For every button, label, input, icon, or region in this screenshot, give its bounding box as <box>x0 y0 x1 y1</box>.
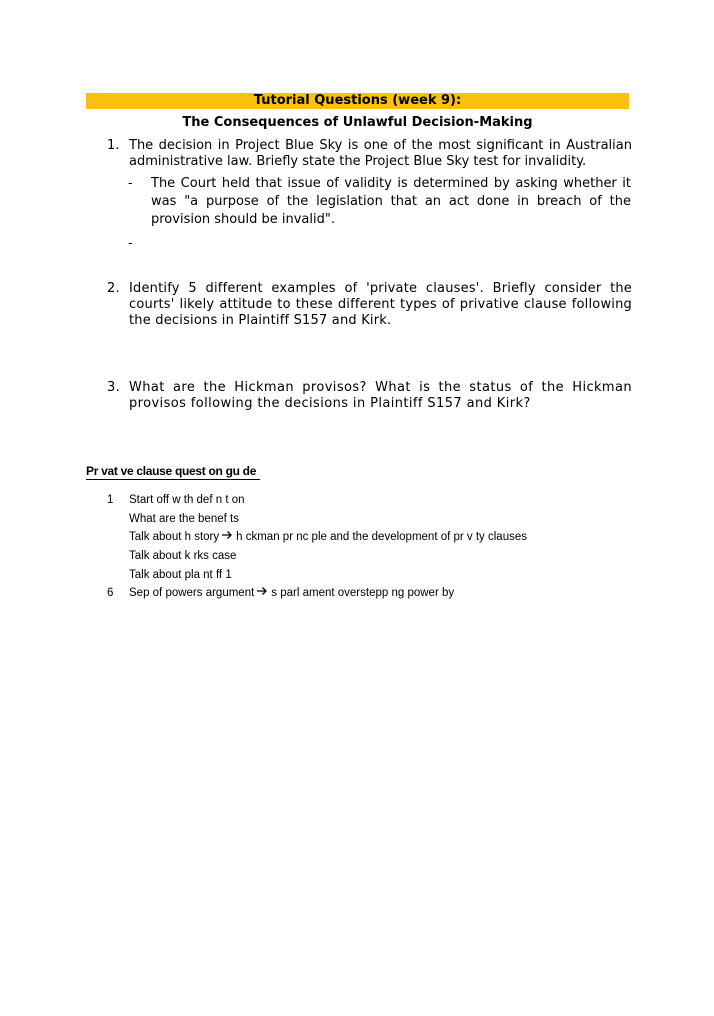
dash-marker: - <box>128 236 133 251</box>
question-number: 2. <box>107 281 120 296</box>
question-text: The decision in Project Blue Sky is one of the most significant in Australian administrative law. Briefly state the Project Blue Sky test for invalidity. <box>129 138 632 169</box>
answer-text: The Court held that issue of validity is determined by asking whether it was "a purpose of the legislation that an act done in breach of the provision should be invalid". <box>151 176 631 227</box>
tutorial-title: Tutorial Questions (week 9): <box>253 93 462 108</box>
guide-item <box>107 493 245 507</box>
guide-item-number: 6 <box>107 587 114 599</box>
guide-item-line <box>129 586 454 600</box>
guide-item-number: 1 <box>107 494 114 506</box>
guide-heading: Pr vat ve clause quest on gu de <box>86 463 260 480</box>
answer-item <box>128 175 631 229</box>
guide-item-text-end: h ckman pr nc ple and the development of pr v ty clauses <box>236 531 527 543</box>
tutorial-title-banner <box>86 93 629 109</box>
question-3 <box>107 380 632 412</box>
guide-item-line <box>129 530 527 544</box>
guide-item-text-start: Talk about h story <box>129 531 220 543</box>
arrow-right-icon <box>257 586 268 596</box>
question-text: Identify 5 different examples of 'private clauses'. Briefly consider the courts' likely attitude to these different types of privative clause following the decisions in Plaintiff S157 and Kirk. <box>129 281 632 328</box>
tutorial-subtitle: The Consequences of Unlawful Decision-Making <box>182 115 533 130</box>
guide-item-text: Talk about k rks case <box>129 550 237 562</box>
guide-item-text-start: Sep of powers argument <box>129 587 255 599</box>
question-number: 1. <box>107 138 120 153</box>
guide-item-text: Talk about pla nt ff 1 <box>129 569 232 581</box>
guide-item <box>107 512 239 526</box>
guide-item-text: Start off w th def n t on <box>129 494 245 506</box>
guide-item <box>107 530 527 544</box>
guide-item <box>107 568 232 582</box>
guide-item <box>107 549 236 563</box>
question-number: 3. <box>107 380 121 395</box>
guide-item <box>107 586 454 600</box>
question-text: What are the Hickman provisos? What is the status of the Hickman provisos following the decisions in Plaintiff S157 and Kirk? <box>129 380 632 411</box>
guide-item-text: What are the benef ts <box>129 513 239 525</box>
guide-item-text-end: s parl ament overstepp ng power by <box>271 587 455 599</box>
question-1 <box>107 138 632 170</box>
arrow-right-icon <box>222 530 233 540</box>
dash-marker: - <box>128 176 133 191</box>
question-2 <box>107 281 632 329</box>
